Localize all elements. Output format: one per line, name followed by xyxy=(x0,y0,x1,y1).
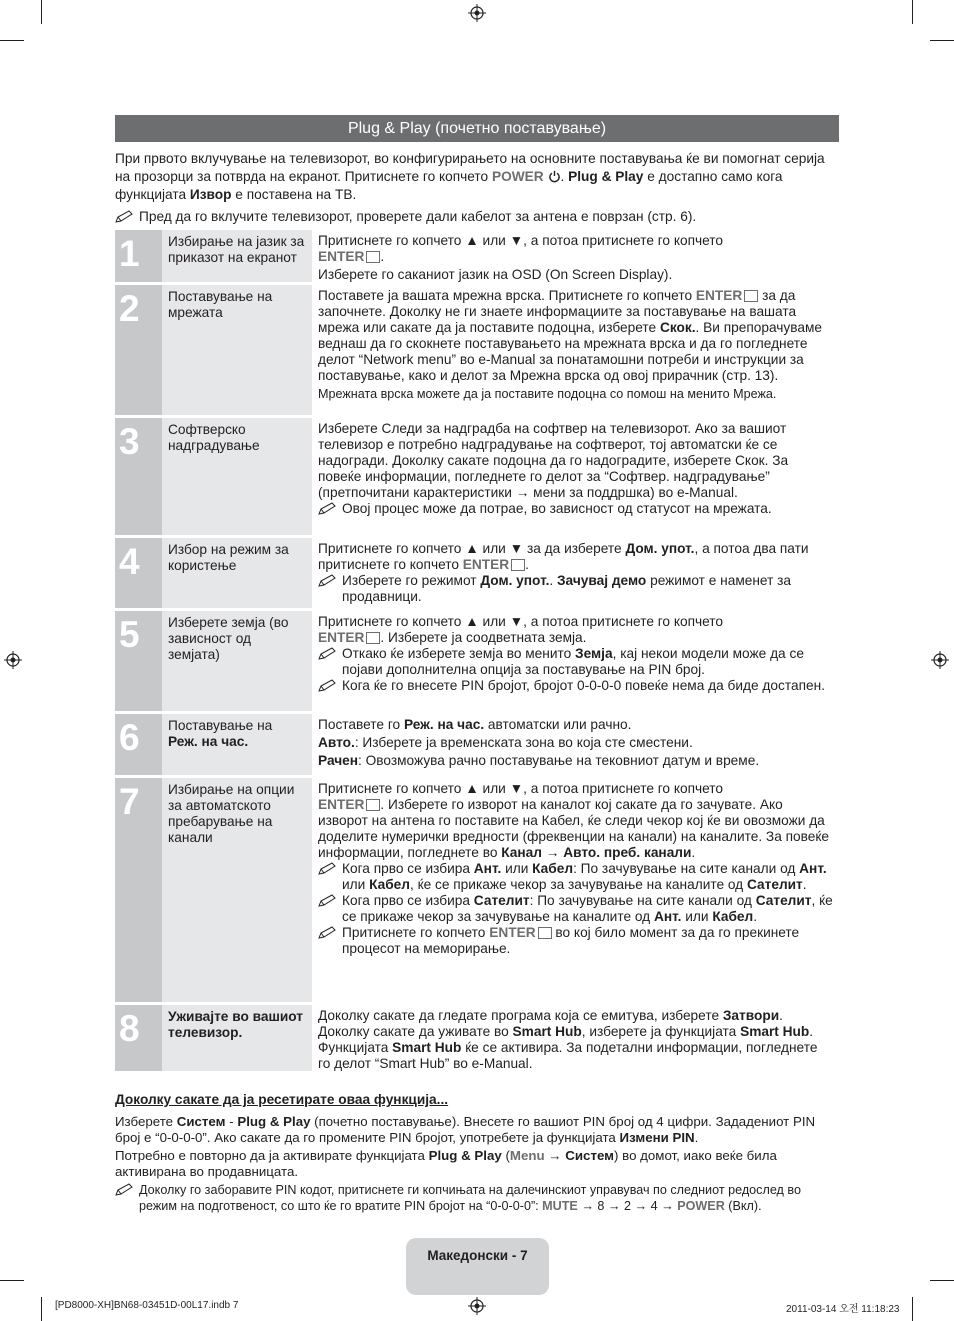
step-row xyxy=(115,230,839,282)
step-number: 4 xyxy=(115,538,162,608)
desc-text: за да започнете. Доколку не ги знаете информациите за поставување на вашата мрежа или сакате да ја поставите подоцна, изберете xyxy=(318,288,797,335)
note-text: , ќе се прикаже чекор за зачувување на каналите од xyxy=(342,893,833,924)
intro-text: При првото вклучување на телевизорот, во конфигурирањето на основните поставувања ќе ви помогнат серија на прозорци за потврда на екранот. Притиснете го копчето xyxy=(115,151,825,184)
note-text: Овој процес може да потрае, во зависност од статусот на мрежата. xyxy=(342,501,772,516)
date-footer: 2011-03-14 오전 11:18:23 xyxy=(786,1304,900,1315)
step-number: 1 xyxy=(115,230,162,282)
step-row xyxy=(115,418,839,535)
note-text: или xyxy=(342,877,370,892)
crop-mark xyxy=(912,1297,913,1321)
desc-text: Притиснете го копчето ▲ или ▼, а потоа притиснете го копчето xyxy=(318,233,724,248)
enter-icon xyxy=(366,799,380,811)
enter-key: ENTER xyxy=(695,288,743,303)
intro xyxy=(115,150,839,226)
note-text: Притиснете го копчето xyxy=(342,925,490,940)
plug-play-term: Plug & Play xyxy=(568,169,644,184)
source-term: Извор xyxy=(189,187,232,202)
cable-term: Кабел xyxy=(532,861,574,876)
page-number-badge: Македонски - 7 xyxy=(406,1238,549,1295)
home-use-term: Дом. упот. xyxy=(625,541,695,556)
note-text: или xyxy=(681,909,713,924)
power-icon xyxy=(548,170,561,183)
reset-text: → xyxy=(544,1148,566,1163)
auto-term: Авто. xyxy=(318,735,355,750)
step-label xyxy=(162,1005,312,1071)
step-row xyxy=(115,778,839,1002)
menu-key: Menu xyxy=(509,1148,545,1163)
step-number: 2 xyxy=(115,285,162,415)
home-use-term: Дом. упот. xyxy=(480,573,550,588)
reset-text: - xyxy=(225,1114,238,1129)
enter-key: ENTER xyxy=(318,630,365,645)
enter-icon xyxy=(366,632,380,644)
step-description: Притиснете го копчето ▲ или ▼ за да изберете Дом. упот., а потоа два пати притиснете го копчето ENTER . Изберете го режимот Дом. упот.. Зачувај демо режимот е наменет за продавници. xyxy=(312,538,839,608)
note-text: , ќе се прикаже чекор за зачувување на каналите од xyxy=(410,877,747,892)
step-row xyxy=(115,611,839,711)
satellite-term: Сателит xyxy=(755,893,812,908)
note-text: режимот е наменет за продавници. xyxy=(342,573,792,604)
step-label: Избирање на јазик за приказот на екранот xyxy=(162,230,312,282)
registration-mark-icon xyxy=(468,4,486,22)
step-label xyxy=(162,714,312,775)
step-number: 7 xyxy=(115,778,162,1002)
desc-text: Притиснете го копчето ▲ или ▼, а потоа притиснете го копчето xyxy=(318,614,724,629)
intro-text: . xyxy=(560,169,569,184)
note-text: Доколку го заборавите PIN кодот, притиснете ги копчињата на далечинскиот управувач по следниот редослед во режим на подготвеност, со што ќе го вратите PIN бројот на “0-0-0-0”: xyxy=(139,1183,801,1213)
step-number: 8 xyxy=(115,1005,162,1071)
desc-text: , изберете ја функцијата xyxy=(581,1024,741,1039)
note-text: Кога ќе го внесете PIN бројот, бројот 0-0-0-0 повеќе нема да биде достапен. xyxy=(342,678,825,693)
reset-text: ) во домот, иако веќе била активирана во продавницата. xyxy=(115,1148,777,1179)
crop-mark xyxy=(0,1280,24,1281)
note-text: . xyxy=(753,909,758,924)
step-row xyxy=(115,285,839,415)
step-description xyxy=(312,714,839,775)
step-label: Избор на режим за користење xyxy=(162,538,312,608)
reset-text: Потребно е повторно да ја активирате функцијата xyxy=(115,1148,429,1163)
power-key: POWER xyxy=(677,1199,725,1213)
step-row xyxy=(115,538,839,608)
step-description xyxy=(312,778,839,1002)
step-description xyxy=(312,1005,839,1071)
note-text: , кај некои модели може да се појави дополнителна опција за поставување на PIN број. xyxy=(342,646,804,677)
intro-text: е достапно само кога функцијата xyxy=(115,169,783,202)
power-key: POWER xyxy=(491,169,544,184)
pencil-note-icon xyxy=(318,646,342,678)
desc-text: Изберете го саканиот јазик на OSD (On Screen Display). xyxy=(318,267,673,282)
desc-text: . Функцијата xyxy=(318,1024,814,1055)
enter-key: ENTER xyxy=(318,249,365,264)
note-text: Пред да го вклучите телевизорот, проверете дали кабелот за антена е поврзан (стр. 6). xyxy=(139,209,697,224)
step-row xyxy=(115,1005,839,1071)
pencil-note-icon xyxy=(115,1182,139,1214)
note-text: Кога прво се избира xyxy=(342,861,474,876)
note-text: → 8 → 2 → 4 → xyxy=(577,1199,678,1213)
reset-paragraph xyxy=(115,1148,839,1180)
channel-menu-path: Канал → Авто. преб. канали xyxy=(501,845,692,860)
reset-text: Изберете xyxy=(115,1114,177,1129)
reset-section xyxy=(115,1092,839,1214)
desc-text: . Ви препорачуваме веднаш да го скокнете поставувањето на мрежната врска и да го погледнете делот “Network menu” во e-Manual за понатамошни потреби и инструкции за поставување, како и делот за Мрежна врска од овој прирачник (стр. 13). xyxy=(318,320,823,383)
change-pin-term: Измени PIN xyxy=(619,1130,695,1145)
step-description xyxy=(312,285,839,415)
clock-mode-term: Реж. на час. xyxy=(403,717,485,732)
file-footer: [PD8000-XH]BN68-03451D-00L17.indb 7 xyxy=(55,1300,239,1311)
enter-icon xyxy=(511,559,525,571)
label-text: Поставување на xyxy=(168,718,273,733)
reset-text: ( xyxy=(501,1148,510,1163)
plug-play-term: Plug & Play xyxy=(428,1148,502,1163)
mute-key: MUTE xyxy=(542,1199,578,1213)
desc-text: ќе се активира. За подетални информации, погледнете го делот “Smart Hub” во e-Manual. xyxy=(318,1040,818,1071)
label-text: Уживајте во вашиот телевизор. xyxy=(168,1009,304,1040)
cable-term: Кабел xyxy=(712,909,754,924)
pencil-note-icon xyxy=(318,925,342,957)
system-term: Систем xyxy=(565,1148,615,1163)
note xyxy=(318,861,833,893)
note-text: Откако ќе изберете земја во менито xyxy=(342,646,576,661)
enter-icon xyxy=(366,251,380,263)
note-text: . xyxy=(549,573,557,588)
enter-key: ENTER xyxy=(489,925,536,940)
enter-icon xyxy=(538,927,552,939)
desc-text: , а потоа два пати притиснете го копчето xyxy=(318,541,809,572)
note-text: : По зачувување на сите канали од xyxy=(529,893,756,908)
satellite-term: Сателит xyxy=(473,893,530,908)
desc-text: Притиснете го копчето ▲ или ▼, а потоа притиснете го копчето xyxy=(318,781,724,796)
step-label: Софтверско надградување xyxy=(162,418,312,535)
desc-text: Поставете ја вашата мрежна врска. Притиснете го копчето xyxy=(318,288,696,303)
country-term: Земја xyxy=(575,646,613,661)
step-description: Притиснете го копчето ▲ или ▼, а потоа притиснете го копчето ENTER . Изберете го саканиот јазик на OSD (On Screen Display). xyxy=(312,230,839,282)
note-text: (Вкл). xyxy=(724,1199,762,1213)
pencil-note-icon xyxy=(318,501,342,517)
desc-text: . xyxy=(691,845,696,860)
close-term: Затвори xyxy=(722,1008,780,1023)
reset-text: . xyxy=(694,1130,699,1145)
note xyxy=(318,678,833,694)
smart-hub-term: Smart Hub xyxy=(740,1024,810,1039)
desc-text: . Изберете го изворот на каналот кој сакате да го зачувате. Ако изворот на антена го поставите на Кабел, ќе следи чекор кој ќе ви овозможи да доделите нумерички вредности (фреквенции на канали) на каналите. За повеќе информации, погледнете во xyxy=(318,797,829,860)
cable-term: Кабел xyxy=(369,877,410,892)
crop-mark xyxy=(912,0,913,24)
desc-text: Поставете го xyxy=(318,717,404,732)
registration-mark-icon xyxy=(931,651,949,669)
desc-text: : Овозможува рачно поставување на тековниот датум и време. xyxy=(358,753,760,768)
crop-mark xyxy=(930,40,954,41)
smart-hub-term: Smart Hub xyxy=(392,1040,462,1055)
desc-text: : Изберете ја временската зона во која сте сместени. xyxy=(354,735,693,750)
note-text: или xyxy=(501,861,533,876)
pencil-note-icon xyxy=(318,573,342,605)
step-label: Поставување на мрежата xyxy=(162,285,312,415)
note xyxy=(318,646,833,678)
crop-mark xyxy=(930,1280,954,1281)
antenna-term: Ант. xyxy=(473,861,502,876)
note-text: . xyxy=(802,877,807,892)
enter-key: ENTER xyxy=(462,557,510,572)
note-text: Изберете го режимот xyxy=(342,573,481,588)
reset-paragraph xyxy=(115,1114,839,1146)
intro-text: е поставена на ТВ. xyxy=(231,187,357,202)
desc-text: . Изберете ја соодветната земја. xyxy=(380,630,587,645)
note xyxy=(318,925,833,957)
skip-term: Скок. xyxy=(659,320,696,335)
note-text: Кога прво се избира xyxy=(342,893,474,908)
step-label: Изберете земја (во зависност од земјата) xyxy=(162,611,312,711)
pencil-note-icon xyxy=(115,208,135,226)
note-text: во кој било момент за да го прекинете процесот на меморирање. xyxy=(342,925,800,956)
reset-text: (почетно поставување). Внесете го вашиот PIN број од 4 цифри. Зададениот PIN број е “0-0-0-0”. Ако сакате да го промените PIN бројот, употребете ја функцијата xyxy=(115,1114,816,1145)
step-number: 3 xyxy=(115,418,162,535)
satellite-term: Сателит xyxy=(746,877,803,892)
manual-term: Рачен xyxy=(318,753,359,768)
antenna-term: Ант. xyxy=(799,861,827,876)
desc-text: Мрежната врска можете да ја поставите подоцна со помош на менито Мрежа. xyxy=(318,387,777,401)
pencil-note-icon xyxy=(318,678,342,694)
registration-mark-icon xyxy=(4,651,22,669)
intro-paragraph xyxy=(115,150,839,204)
plug-play-term: Plug & Play xyxy=(237,1114,311,1129)
note xyxy=(318,893,833,925)
step-row xyxy=(115,714,839,775)
crop-mark xyxy=(41,0,42,24)
crop-mark xyxy=(41,1297,42,1321)
step-description xyxy=(312,611,839,711)
step-description xyxy=(312,418,839,535)
note xyxy=(318,501,833,517)
desc-text: автоматски или рачно. xyxy=(484,717,632,732)
section-title: Plug & Play (почетно поставување) xyxy=(115,115,839,142)
steps-table xyxy=(115,230,839,1074)
pencil-note-icon xyxy=(318,893,342,925)
step-number: 5 xyxy=(115,611,162,711)
store-demo-term: Зачувај демо xyxy=(556,573,647,588)
desc-text: Притиснете го копчето ▲ или ▼ за да изберете xyxy=(318,541,626,556)
antenna-term: Ант. xyxy=(653,909,682,924)
enter-key: ENTER xyxy=(318,797,365,812)
desc-text: Изберете Следи за надградба на софтвер на телевизорот. Ако за вашиот телевизор е потребно надградување на софтверот, тој автоматски ќе се надогради. Доколку сакате подоцна да го надоградите, изберете Скок. За повеќе информации, погледнете го делот за “Софтвер. надградување” (претпочитани карактеристики → мени за поддршка) во e-Manual. xyxy=(318,421,789,500)
registration-mark-icon xyxy=(468,1297,486,1315)
system-term: Систем xyxy=(176,1114,226,1129)
smart-hub-term: Smart Hub xyxy=(512,1024,582,1039)
reset-note xyxy=(115,1182,839,1214)
crop-mark xyxy=(0,40,24,41)
step-label: Избирање на опции за автоматското пребарување на канали xyxy=(162,778,312,1002)
pencil-note-icon xyxy=(318,861,342,893)
clock-mode-term: Реж. на час. xyxy=(168,734,249,749)
desc-text: Доколку сакате да гледате програма која се емитува, изберете xyxy=(318,1008,723,1023)
reset-heading: Доколку сакате да ја ресетирате оваа функција... xyxy=(115,1092,449,1107)
intro-note xyxy=(115,208,839,226)
note xyxy=(318,573,833,605)
enter-icon xyxy=(744,290,758,302)
note-text: : По зачувување на сите канали од xyxy=(573,861,800,876)
desc-text: . Доколку сакате да уживате во xyxy=(318,1008,783,1039)
step-number: 6 xyxy=(115,714,162,775)
